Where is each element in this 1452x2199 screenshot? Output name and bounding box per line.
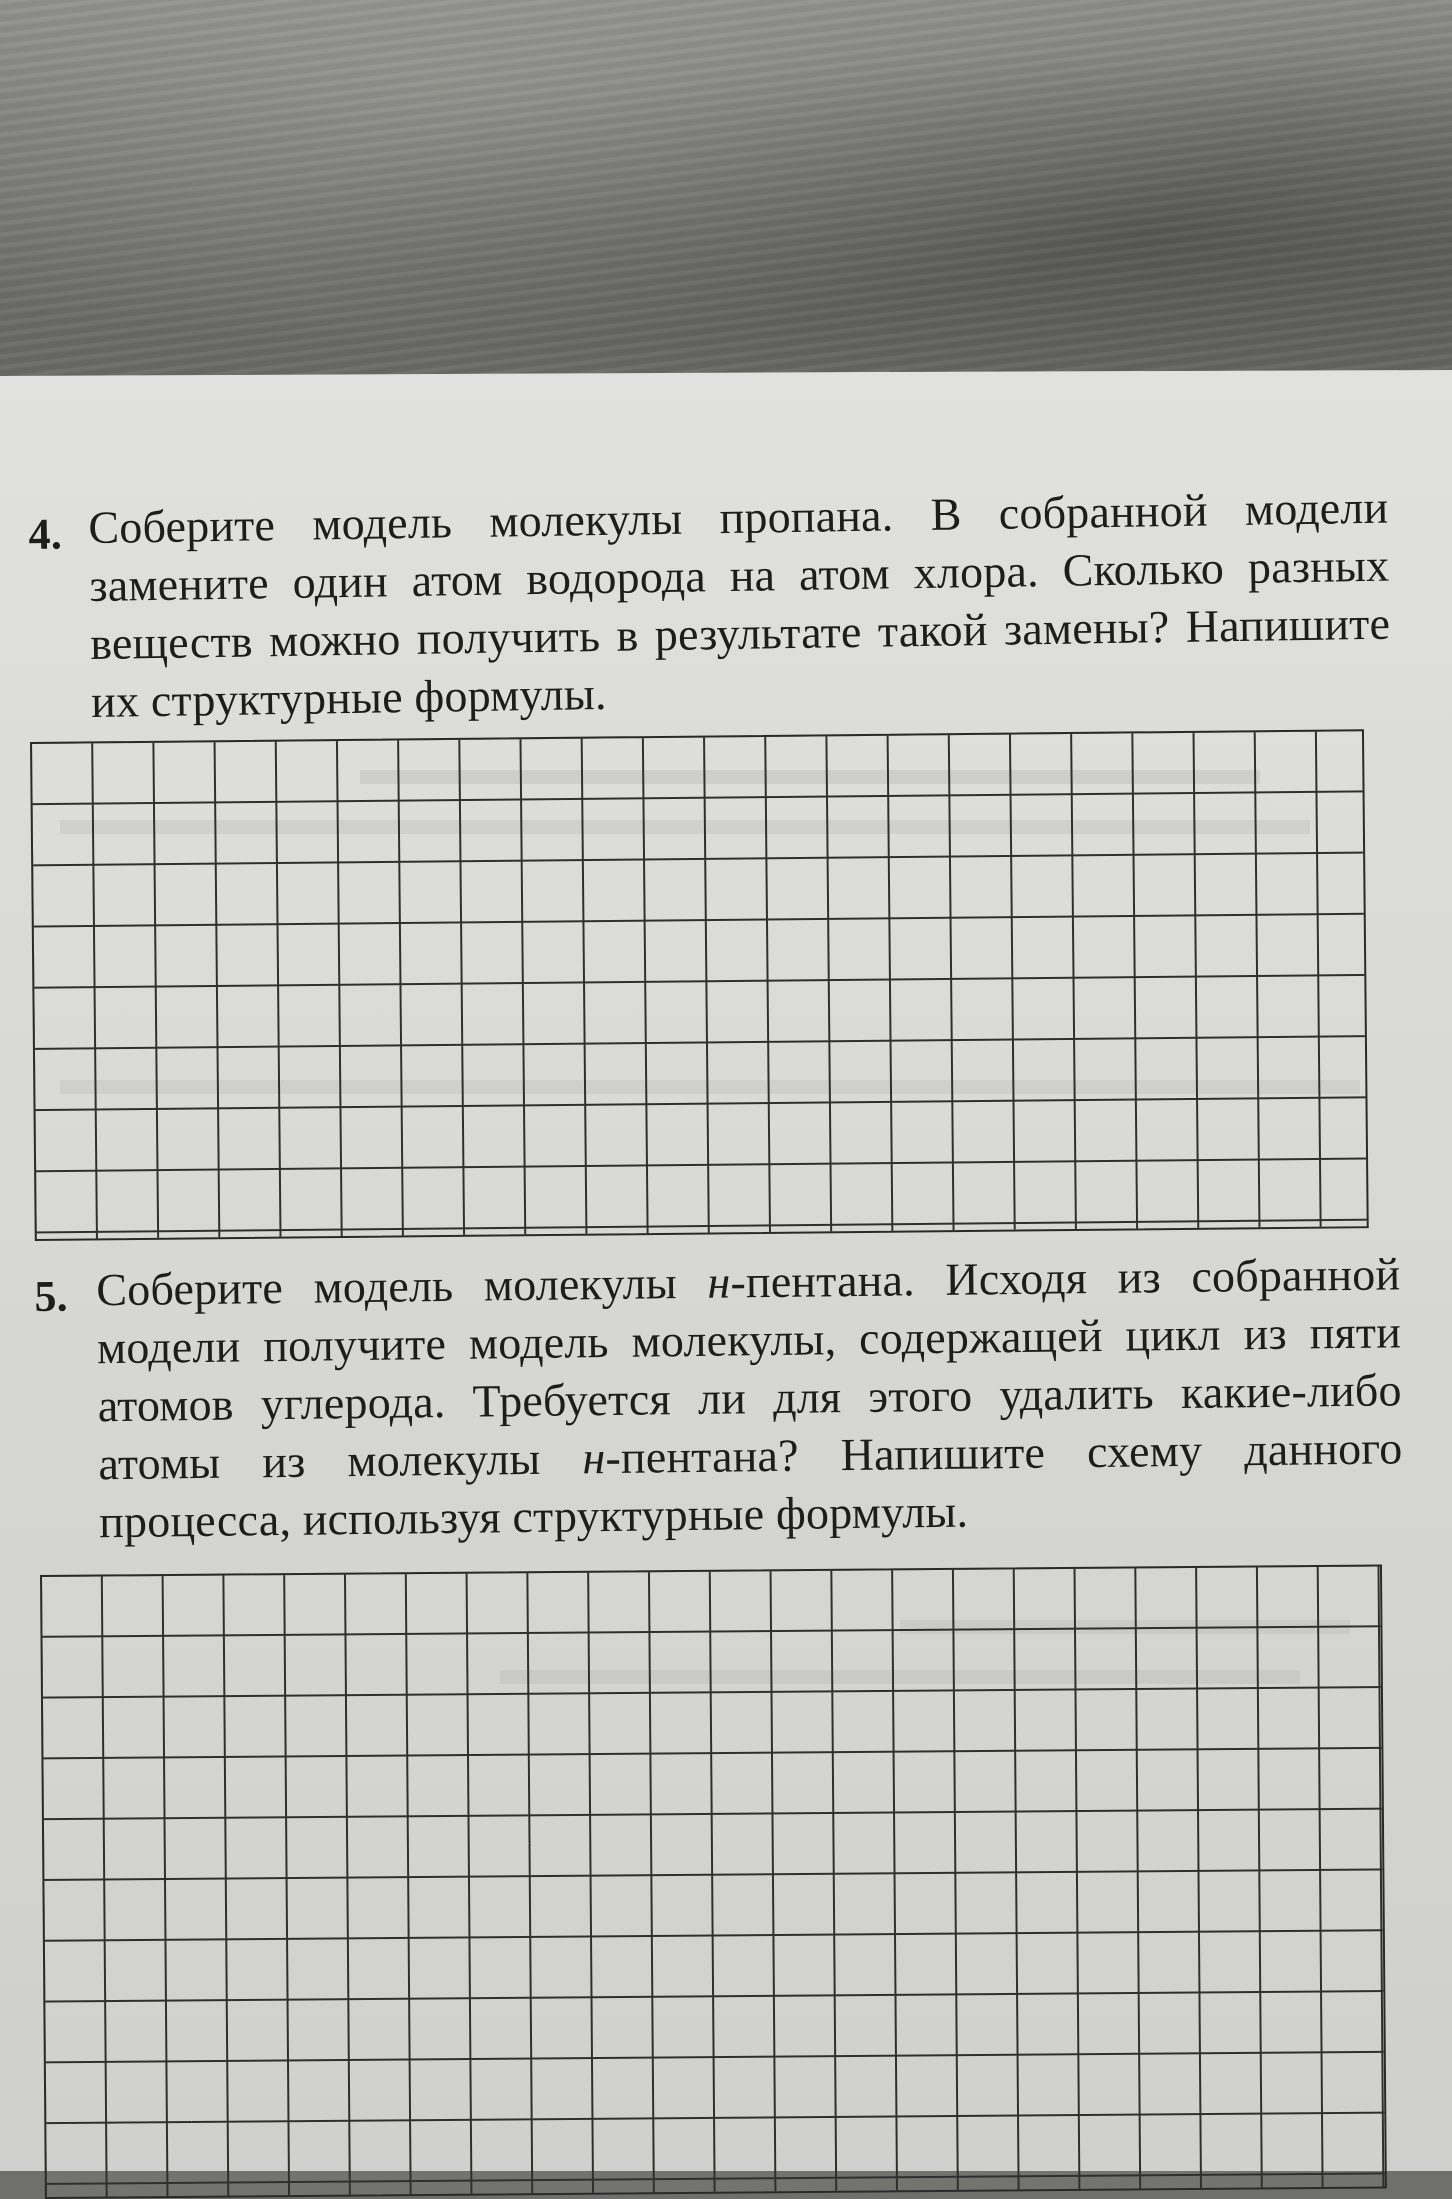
task-5-text	[96, 1245, 1403, 1551]
task-4-number: 4.	[28, 509, 63, 559]
task-5-number: 5.	[34, 1271, 69, 1321]
answer-grid-task-4[interactable]	[30, 729, 1369, 1241]
task-5	[34, 1245, 1403, 1552]
task-5-italic-n-1: н	[707, 1256, 731, 1308]
task-5-italic-n-2: н	[582, 1432, 606, 1484]
task-4	[28, 479, 1391, 728]
task-5-text-part-2: -пентана. Исходя из собранной модели получите модель молекулы, содержащей цикл из пяти атомов углерода. Требуется ли для этого удалить какие-либо атомы из молекулы	[96, 1248, 1402, 1490]
task-5-text-part-3: -пентана? Напишите схему данного процесса, используя структурные формулы.	[98, 1422, 1403, 1548]
task-4-text: Соберите модель молекулы пропана. В собранной модели замените один атом водорода на атом хлора. Сколько разных веществ можно получить в результате такой замены? Напишите их структурные формулы.	[88, 481, 1391, 728]
fabric-surface	[0, 0, 1452, 390]
task-5-text-part-1: Соберите модель молекулы	[96, 1256, 708, 1316]
answer-grid-task-5[interactable]	[40, 1564, 1387, 2199]
